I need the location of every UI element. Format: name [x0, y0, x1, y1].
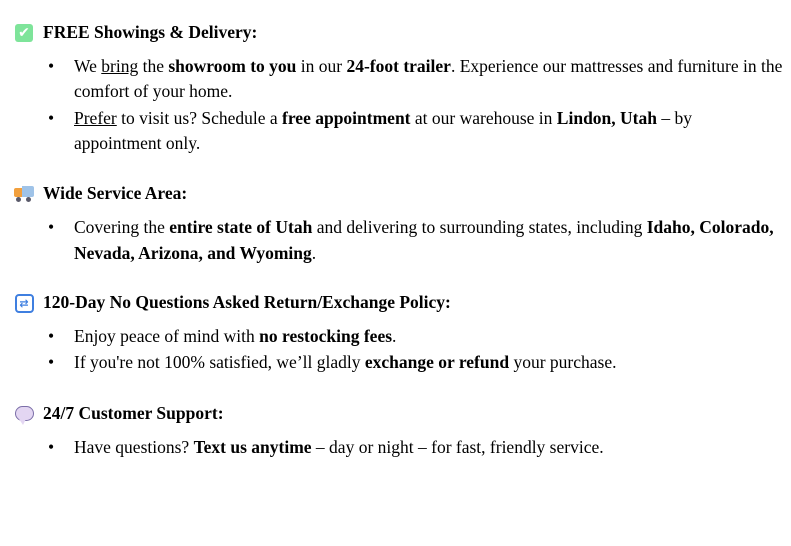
list-item [0, 106, 791, 157]
truck-cab [14, 188, 22, 197]
emphasis-bold: Lindon, Utah [556, 107, 657, 128]
text-run: . Experience our mattresses and furniture in the comfort of your home. [74, 55, 783, 102]
truck-wheel-front [16, 197, 21, 202]
bullet-list [0, 215, 791, 266]
text-run: Have questions? [74, 436, 194, 457]
text-run: the [138, 55, 169, 76]
check-mark-glyph: ✔ [15, 24, 33, 42]
exchange-arrows-icon [14, 293, 34, 313]
section-heading [0, 292, 791, 314]
emphasis-bold: exchange or refund [364, 352, 510, 373]
text-run: at our warehouse in [410, 107, 557, 128]
text-run: . [311, 242, 317, 263]
speech-bubble-shape [15, 406, 34, 421]
emphasis-bold: 24-foot trailer [346, 55, 451, 76]
list-item [0, 324, 791, 349]
section-return-exchange-policy [0, 292, 791, 376]
section-heading [0, 22, 791, 44]
list-item [0, 350, 791, 375]
exchange-arrows-glyph: ⇄ [15, 294, 34, 313]
section-wide-service-area [0, 183, 791, 266]
bullet-list [0, 54, 791, 157]
text-run: – by appointment only. [74, 107, 692, 153]
section-spacer [0, 157, 791, 183]
text-run: in our [296, 55, 347, 76]
section-heading-label: FREE Showings & Delivery: [43, 22, 258, 42]
emphasis-bold: Text us anytime [193, 436, 312, 457]
emphasis-underline: Prefer [74, 107, 117, 128]
text-run: Covering the [74, 217, 170, 238]
bullet-list [0, 324, 791, 376]
section-heading [0, 403, 791, 425]
emphasis-bold: Idaho, Colorado, Nevada, Arizona, and Wyoming [74, 217, 774, 263]
emphasis-bold: free appointment [282, 107, 411, 128]
section-heading-label: 24/7 Customer Support: [43, 402, 224, 423]
text-run: to visit us? Schedule a [116, 107, 283, 128]
truck-wheel-rear [26, 197, 31, 202]
text-run: If you're not 100% satisfied, we’ll gladly [74, 352, 365, 373]
emphasis-underline: bring [101, 55, 139, 76]
text-run: and delivering to surrounding states, including [312, 217, 647, 238]
emphasis-bold: no restocking fees [259, 325, 393, 346]
section-free-showings-delivery [0, 22, 791, 156]
section-heading [0, 183, 791, 205]
section-heading-label: Wide Service Area: [43, 183, 188, 204]
top-spacer [0, 0, 791, 22]
text-run: . [392, 325, 397, 346]
list-item [0, 435, 791, 460]
list-item [0, 54, 791, 105]
section-customer-support [0, 403, 791, 460]
text-run: We [74, 55, 102, 76]
text-run: your purchase. [509, 352, 617, 373]
section-heading-label: 120-Day No Questions Asked Return/Exchange Policy: [43, 292, 451, 312]
emphasis-bold: entire state of Utah [169, 217, 313, 238]
truck-box [22, 186, 34, 197]
check-mark-icon [14, 23, 34, 43]
text-run: Enjoy peace of mind with [74, 325, 260, 346]
section-spacer [0, 267, 791, 292]
speech-bubble-icon [14, 404, 34, 424]
text-run: – day or night – for fast, friendly service. [311, 436, 604, 457]
emphasis-bold: showroom to you [168, 55, 297, 76]
delivery-truck-icon [14, 184, 34, 204]
section-spacer [0, 377, 791, 403]
delivery-truck-shape [14, 186, 34, 202]
bullet-list [0, 435, 791, 460]
list-item [0, 215, 791, 266]
